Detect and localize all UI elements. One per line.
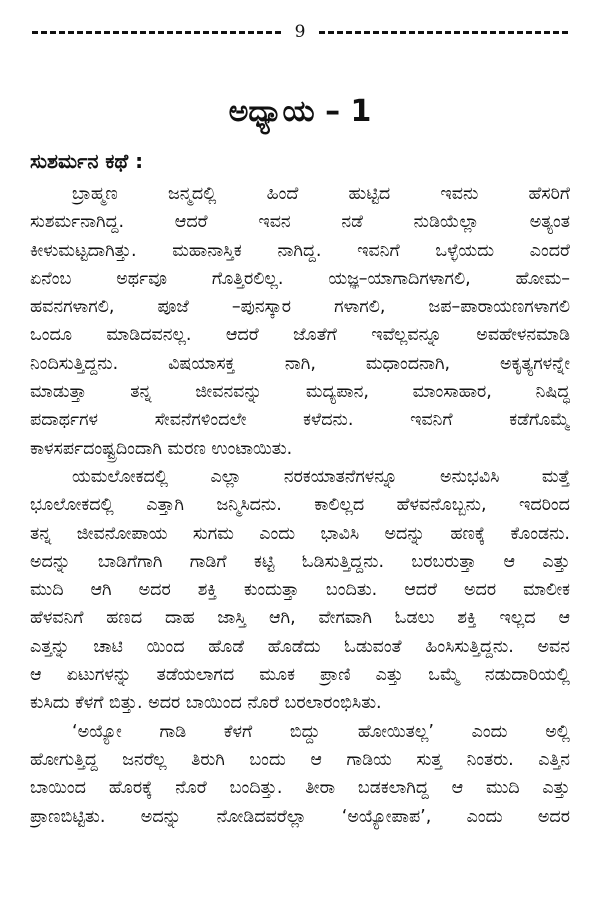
text-line: ಕೀಳುಮಟ್ಟದಾಗಿತ್ತು. ಮಹಾನಾಸ್ತಿಕ ನಾಗಿದ್ದ. ಇವನಿಗೆ ಒಳ್ಳೆಯದು ಎಂದರೆ bbox=[30, 240, 570, 261]
text-line: ಯಮಲೋಕದಲ್ಲಿ ಎಲ್ಲಾ ನರಕಯಾತನೆಗಳನ್ನೂ ಅನುಭವಿಸಿ ಮತ್ತೆ bbox=[72, 466, 570, 487]
text-line: ಪದಾರ್ಥಗಳ ಸೇವನೆಗಳಿಂದಲೇ ಕಳೆದನು. ಇವನಿಗೆ ಕಡೆಗೊಮ್ಮೆ bbox=[30, 410, 570, 431]
text-line: ಅದನ್ನು ಬಾಡಿಗೆಗಾಗಿ ಗಾಡಿಗೆ ಕಟ್ಟಿ ಓಡಿಸುತ್ತಿದ್ದನು. ಬರಬರುತ್ತಾ ಆ ಎತ್ತು bbox=[30, 551, 570, 572]
page-number: 9 bbox=[294, 22, 306, 42]
text-line: ಹೆಳವನಿಗೆ ಹಣದ ದಾಹ ಜಾಸ್ತಿ ಆಗಿ, ವೇಗವಾಗಿ ಓಡಲು ಶಕ್ತಿ ಇಲ್ಲದ ಆ bbox=[30, 608, 570, 629]
text-line: ಕುಸಿದು ಕೆಳಗೆ ಬಿತ್ತು. ಅದರ ಬಾಯಿಂದ ನೊರೆ ಬರಲಾರಂಭಿಸಿತು. bbox=[30, 693, 382, 714]
text-line: ತನ್ನ ಜೀವನೋಪಾಯ ಸುಗಮ ಎಂದು ಭಾವಿಸಿ ಅದನ್ನು ಹಣಕ್ಕೆ ಕೊಂಡನು. bbox=[30, 523, 570, 544]
text-line: ಪ್ರಾಣಬಿಟ್ಟಿತು. ಅದನ್ನು ನೋಡಿದವರೆಲ್ಲಾ ‘ಅಯ್ಯೋಪಾಪ’, ಎಂದು ಅದರ bbox=[30, 806, 570, 827]
section-heading: ಸುಶರ್ಮನ ಕಥೆ : bbox=[30, 149, 144, 173]
text-line: ಎತ್ತನ್ನು ಚಾಟಿ ಯಿಂದ ಹೊಡೆ ಹೊಡೆದು ಓಡುವಂತೆ ಹಿಂಸಿಸುತ್ತಿದ್ದನು. ಅವನ bbox=[30, 636, 570, 657]
text-line: ಹವನಗಳಾಗಲಿ, ಪೂಜೆ –ಪುನಸ್ಕಾರ ಗಳಾಗಲಿ, ಜಪ–ಪಾರಾಯಣಗಳಾಗಲಿ bbox=[30, 297, 570, 318]
text-line: ಹೋಗುತ್ತಿದ್ದ ಜನರೆಲ್ಲ ತಿರುಗಿ ಬಂದು ಆ ಗಾಡಿಯ ಸುತ್ತ ನಿಂತರು. ಎತ್ತಿನ bbox=[30, 749, 570, 770]
text-line: ಬ್ರಾಹ್ಮಣ ಜನ್ಮದಲ್ಲಿ ಹಿಂದೆ ಹುಟ್ಟಿದ ಇವನು ಹೆಸರಿಗೆ bbox=[72, 184, 570, 204]
page-header bbox=[32, 22, 568, 42]
text-line: ಏನೆಂಬ ಅರ್ಥವೂ ಗೊತ್ತಿರಲಿಲ್ಲ. ಯಜ್ಞ–ಯಾಗಾದಿಗಳಾಗಲಿ, ಹೋಮ– bbox=[30, 268, 570, 289]
paragraph bbox=[30, 718, 570, 831]
chapter-title: ಅಧ್ಯಾಯ – 1 bbox=[228, 94, 372, 129]
text-line: ಸುಶರ್ಮನಾಗಿದ್ದ. ಆದರೆ ಇವನ ನಡೆ ನುಡಿಯೆಲ್ಲಾ ಅತ್ಯಂತ bbox=[30, 212, 570, 233]
text-line: ಭೂಲೋಕದಲ್ಲಿ ಎತ್ತಾಗಿ ಜನ್ಮಿಸಿದನು. ಕಾಲಿಲ್ಲದ ಹೆಳವನೊಬ್ಬನು, ಇದರಿಂದ bbox=[30, 495, 570, 516]
text-line: ಕಾಳಸರ್ಪದಂಷ್ಟ್ರದಿಂದಾಗಿ ಮರಣ ಉಂಟಾಯಿತು. bbox=[30, 438, 293, 459]
body-text bbox=[30, 180, 570, 831]
header-dash-left bbox=[32, 31, 281, 34]
text-line: ಮುದಿ ಆಗಿ ಅದರ ಶಕ್ತಿ ಕುಂದುತ್ತಾ ಬಂದಿತು. ಆದರೆ ಅದರ ಮಾಲೀಕ bbox=[30, 580, 570, 601]
text-line: ಬಾಯಿಂದ ಹೊರಕ್ಕೆ ನೊರೆ ಬಂದಿತ್ತು. ತೀರಾ ಬಡಕಲಾಗಿದ್ದ ಆ ಮುದಿ ಎತ್ತು bbox=[30, 778, 570, 799]
text-line: ಆ ಏಟುಗಳನ್ನು ತಡೆಯಲಾಗದ ಮೂಕ ಪ್ರಾಣಿ ಎತ್ತು ಒಮ್ಮೆ ನಡುದಾರಿಯಲ್ಲಿ bbox=[30, 665, 570, 686]
text-line: ಒಂದೂ ಮಾಡಿದವನಲ್ಲ. ಆದರೆ ಜೊತೆಗೆ ಇವೆಲ್ಲವನ್ನೂ ಅವಹೇಳನಮಾಡಿ bbox=[30, 325, 570, 346]
text-line: ಮಾಡುತ್ತಾ ತನ್ನ ಜೀವನವನ್ನು ಮದ್ಯಪಾನ, ಮಾಂಸಾಹಾರ, ನಿಷಿದ್ಧ bbox=[30, 382, 570, 403]
text-line: ನಿಂದಿಸುತ್ತಿದ್ದನು. ವಿಷಯಾಸಕ್ತ ನಾಗಿ, ಮಧಾಂದನಾಗಿ, ಅಕೃತ್ಯಗಳನ್ನೇ bbox=[30, 353, 570, 374]
text-line: ‘ಅಯ್ಯೋ ಗಾಡಿ ಕೆಳಗೆ ಬಿದ್ದು ಹೋಯಿತಲ್ಲ’ ಎಂದು ಅಲ್ಲಿ bbox=[72, 721, 570, 742]
paragraph bbox=[30, 463, 570, 718]
header-dash-right bbox=[319, 31, 568, 34]
paragraph bbox=[30, 180, 570, 463]
